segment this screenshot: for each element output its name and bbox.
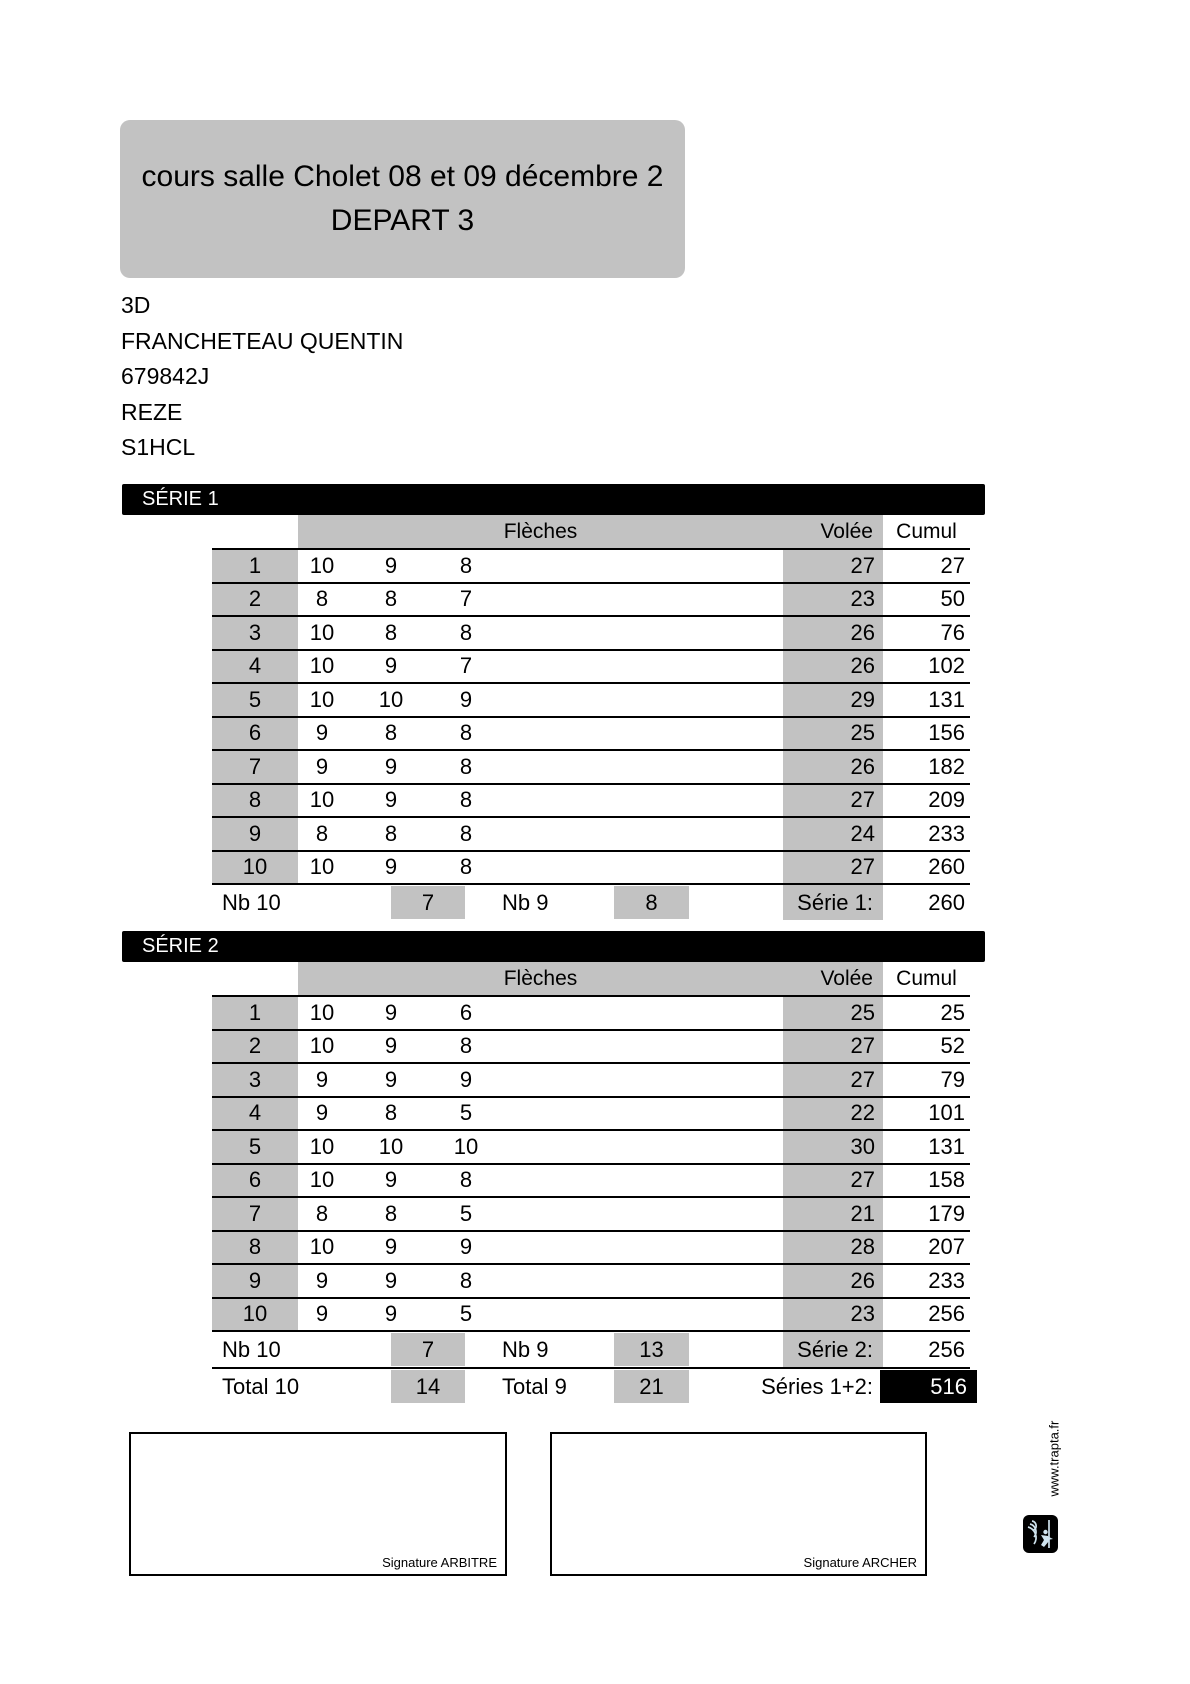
arrow-score: 9 (315, 1301, 329, 1327)
fleches-header: Flèches (503, 966, 578, 990)
arrow-score: 10 (309, 653, 335, 679)
serie1-total-label: Série 1: (783, 885, 883, 920)
cumul-total: 156 (928, 720, 965, 746)
arrow-score: 9 (384, 1167, 398, 1193)
nb10-label: Nb 10 (222, 889, 281, 915)
score-row (212, 682, 970, 716)
arrow-score: 10 (309, 854, 335, 880)
competition-title-box (120, 120, 685, 278)
archer-info (121, 288, 403, 466)
score-row (212, 1230, 970, 1264)
volee-total: 29 (783, 684, 883, 716)
cumul-total: 79 (940, 1066, 965, 1092)
arrow-score: 9 (384, 1066, 398, 1092)
arrow-score: 8 (459, 820, 473, 846)
volee-total: 26 (783, 617, 883, 649)
score-row (212, 1062, 970, 1096)
cumul-total: 131 (928, 1133, 965, 1159)
signature-arbitre-label: Signature ARBITRE (382, 1555, 497, 1570)
cumul-total: 260 (928, 854, 965, 880)
arrow-score: 9 (459, 686, 473, 712)
score-row (212, 816, 970, 850)
volee-total: 26 (783, 751, 883, 783)
arrow-score: 10 (309, 1234, 335, 1260)
serie2-total-label: Série 2: (783, 1332, 883, 1367)
score-row (212, 1029, 970, 1063)
arrow-score: 10 (309, 619, 335, 645)
archer-category: 3D (121, 292, 151, 318)
cumul-total: 233 (928, 1267, 965, 1293)
archer-license: 679842J (121, 363, 210, 389)
cumul-total: 52 (940, 1033, 965, 1059)
arrow-score: 10 (309, 787, 335, 813)
arrow-score: 6 (459, 999, 473, 1025)
end-number: 5 (212, 684, 298, 716)
end-number: 2 (212, 1031, 298, 1063)
arrow-score: 9 (459, 1066, 473, 1092)
competition-title: cours salle Cholet 08 et 09 décembre 2 (141, 160, 664, 193)
signature-box-archer (550, 1432, 927, 1576)
arrow-score: 8 (459, 854, 473, 880)
end-number: 9 (212, 818, 298, 850)
arrow-score: 5 (459, 1100, 473, 1126)
arrow-score: 9 (315, 720, 329, 746)
nb10-value: 7 (391, 886, 465, 919)
volee-header: Volée (820, 966, 873, 990)
arrow-score: 10 (378, 1133, 404, 1159)
serie1-table (212, 515, 970, 920)
score-row (212, 1263, 970, 1297)
end-number: 6 (212, 718, 298, 750)
nb9-label: Nb 9 (502, 1336, 549, 1362)
volee-total: 26 (783, 651, 883, 683)
signature-archer-label: Signature ARCHER (803, 1555, 917, 1570)
nb10-value: 7 (391, 1333, 465, 1366)
cumul-total: 25 (940, 999, 965, 1025)
arrow-score: 9 (384, 999, 398, 1025)
score-row (212, 1129, 970, 1163)
end-number: 1 (212, 550, 298, 582)
volee-total: 30 (783, 1131, 883, 1163)
serie1-summary-row (212, 885, 970, 920)
arrow-score: 8 (384, 586, 398, 612)
arrow-score: 8 (315, 820, 329, 846)
volee-total: 27 (783, 1165, 883, 1197)
serie1-rows (212, 548, 970, 885)
volee-total: 21 (783, 1198, 883, 1230)
end-number: 10 (212, 852, 298, 884)
volee-total: 24 (783, 818, 883, 850)
serie1-bar (122, 484, 985, 515)
arrow-score: 9 (315, 1267, 329, 1293)
total9-value: 21 (614, 1370, 689, 1403)
volee-total: 27 (783, 1064, 883, 1096)
arrow-score: 8 (459, 1267, 473, 1293)
arrow-score: 10 (309, 552, 335, 578)
score-row (212, 582, 970, 616)
score-row (212, 1163, 970, 1197)
arrow-score: 9 (384, 787, 398, 813)
volee-total: 27 (783, 1031, 883, 1063)
volee-header: Volée (820, 519, 873, 543)
serie2-table (212, 962, 970, 1405)
volee-total: 23 (783, 1299, 883, 1331)
volee-total: 26 (783, 1265, 883, 1297)
score-row (212, 1096, 970, 1130)
cumul-total: 101 (928, 1100, 965, 1126)
volee-total: 25 (783, 997, 883, 1029)
end-number: 2 (212, 584, 298, 616)
arrow-score: 9 (384, 753, 398, 779)
score-row (212, 749, 970, 783)
arrow-score: 10 (309, 999, 335, 1025)
arrow-score: 5 (459, 1200, 473, 1226)
arrow-score: 8 (384, 720, 398, 746)
nb9-value: 13 (614, 1333, 689, 1366)
arrow-score: 7 (459, 586, 473, 612)
arrow-score: 8 (459, 720, 473, 746)
volee-total: 22 (783, 1098, 883, 1130)
serie2-bar (122, 931, 985, 962)
arrow-score: 8 (459, 787, 473, 813)
score-row (212, 548, 970, 582)
arrow-score: 8 (459, 619, 473, 645)
serie2-bar-label: SÉRIE 2 (142, 935, 219, 957)
arrow-score: 8 (459, 552, 473, 578)
fleches-header: Flèches (503, 519, 578, 543)
score-row (212, 716, 970, 750)
serie2-summary-row (212, 1332, 970, 1367)
arrow-score: 8 (459, 753, 473, 779)
arrow-score: 9 (384, 552, 398, 578)
volee-total: 27 (783, 852, 883, 884)
cumul-total: 76 (940, 619, 965, 645)
cumul-total: 179 (928, 1200, 965, 1226)
arrow-score: 8 (459, 1033, 473, 1059)
trapta-logo-icon (1023, 1515, 1058, 1553)
cumul-total: 182 (928, 753, 965, 779)
serie2-table-header (212, 962, 970, 995)
end-number: 8 (212, 1232, 298, 1264)
end-number: 9 (212, 1265, 298, 1297)
grand-total-row (212, 1367, 970, 1405)
arrow-score: 9 (384, 854, 398, 880)
score-row (212, 850, 970, 884)
serie2-total-value: 256 (928, 1336, 965, 1362)
arrow-score: 5 (459, 1301, 473, 1327)
arrow-score: 8 (315, 586, 329, 612)
arrow-score: 10 (309, 1133, 335, 1159)
cumul-total: 27 (940, 552, 965, 578)
end-number: 5 (212, 1131, 298, 1163)
nb9-label: Nb 9 (502, 889, 549, 915)
arrow-score: 9 (384, 1301, 398, 1327)
cumul-total: 131 (928, 686, 965, 712)
archer-name: FRANCHETEAU QUENTIN (121, 327, 404, 354)
arrow-score: 7 (459, 653, 473, 679)
volee-total: 25 (783, 718, 883, 750)
volee-total: 23 (783, 584, 883, 616)
arrow-score: 8 (459, 1167, 473, 1193)
score-row (212, 783, 970, 817)
signature-box-arbitre (129, 1432, 507, 1576)
cumul-total: 102 (928, 653, 965, 679)
arrow-score: 8 (384, 1200, 398, 1226)
website-text: www.trapta.fr (1046, 1420, 1062, 1497)
arrow-score: 9 (315, 1066, 329, 1092)
volee-total: 27 (783, 550, 883, 582)
score-row (212, 1297, 970, 1331)
total10-value: 14 (391, 1370, 465, 1403)
nb10-label: Nb 10 (222, 1336, 281, 1362)
end-number: 1 (212, 997, 298, 1029)
end-number: 4 (212, 651, 298, 683)
arrow-score: 9 (384, 1267, 398, 1293)
serie1-bar-label: SÉRIE 1 (142, 488, 219, 510)
end-number: 6 (212, 1165, 298, 1197)
end-number: 7 (212, 1198, 298, 1230)
arrow-score: 8 (384, 820, 398, 846)
arrow-score: 9 (384, 1033, 398, 1059)
cumul-header: Cumul (896, 966, 957, 990)
end-number: 7 (212, 751, 298, 783)
end-number: 10 (212, 1299, 298, 1331)
cumul-total: 209 (928, 787, 965, 813)
serie1-total-value: 260 (928, 889, 965, 915)
score-row (212, 615, 970, 649)
end-number: 8 (212, 785, 298, 817)
score-row (212, 649, 970, 683)
serie1-table-header (212, 515, 970, 548)
arrow-score: 10 (309, 1167, 335, 1193)
cumul-total: 256 (928, 1301, 965, 1327)
arrow-score: 10 (309, 1033, 335, 1059)
cumul-total: 158 (928, 1167, 965, 1193)
arrow-score: 9 (384, 653, 398, 679)
cumul-total: 50 (940, 586, 965, 612)
depart-label: DEPART 3 (330, 204, 475, 237)
cumul-total: 207 (928, 1234, 965, 1260)
arrow-score: 8 (384, 1100, 398, 1126)
series-1-2-label: Séries 1+2: (761, 1374, 873, 1399)
archer-classification: S1HCL (121, 434, 196, 460)
arrow-score: 9 (384, 1234, 398, 1260)
arrow-score: 9 (315, 753, 329, 779)
arrow-score: 10 (453, 1133, 479, 1159)
arrow-score: 9 (315, 1100, 329, 1126)
nb9-value: 8 (614, 886, 689, 919)
total10-label: Total 10 (222, 1374, 300, 1399)
arrow-score: 9 (459, 1234, 473, 1260)
end-number: 3 (212, 617, 298, 649)
arrow-score: 10 (378, 686, 404, 712)
arrow-score: 10 (309, 686, 335, 712)
archer-club: REZE (121, 398, 183, 425)
grand-total-value: 516 (880, 1370, 977, 1403)
serie2-rows (212, 995, 970, 1332)
arrow-score: 8 (315, 1200, 329, 1226)
volee-total: 28 (783, 1232, 883, 1264)
arrow-score: 8 (384, 619, 398, 645)
end-number: 3 (212, 1064, 298, 1096)
cumul-header: Cumul (896, 519, 957, 543)
score-row (212, 995, 970, 1029)
volee-total: 27 (783, 785, 883, 817)
cumul-total: 233 (928, 820, 965, 846)
total9-label: Total 9 (502, 1374, 567, 1399)
score-row (212, 1196, 970, 1230)
end-number: 4 (212, 1098, 298, 1130)
